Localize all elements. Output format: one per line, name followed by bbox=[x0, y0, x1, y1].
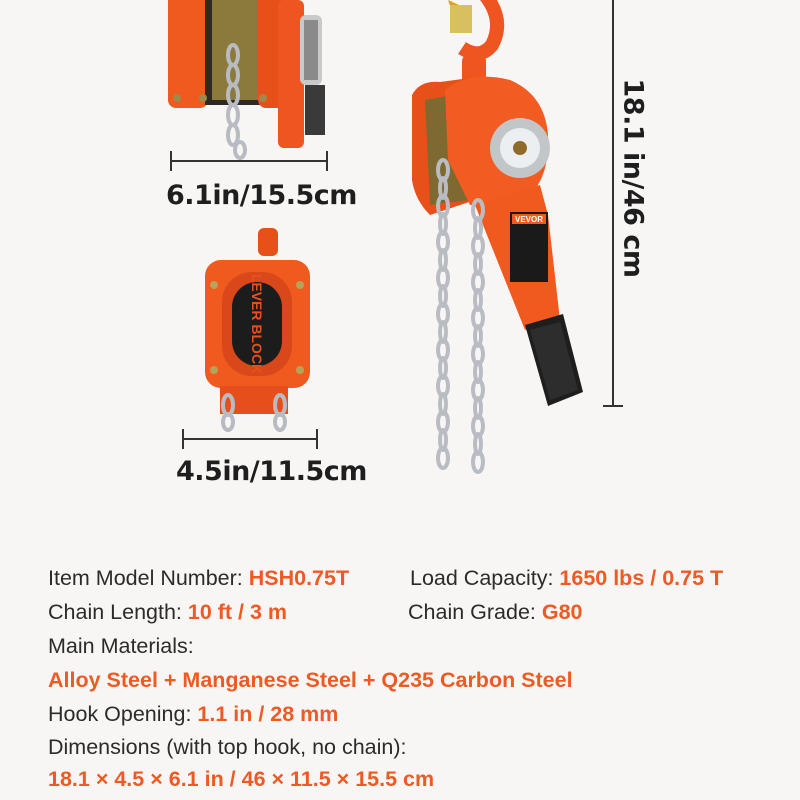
depth-dimension-tick-left bbox=[170, 151, 172, 171]
spec-chain-length-label: Chain Length: bbox=[48, 600, 188, 624]
lever-block-plate-label: LEVER BLOCK bbox=[249, 273, 265, 375]
spec-model-value: HSH0.75T bbox=[248, 566, 350, 590]
spec-hook-value: 1.1 in / 28 mm bbox=[197, 702, 339, 726]
brand-tag: VEVOR bbox=[514, 215, 544, 224]
width-dimension-tick-left bbox=[182, 429, 184, 449]
spec-dimensions-label: Dimensions (with top hook, no chain): bbox=[48, 735, 407, 759]
spec-model bbox=[48, 566, 349, 591]
spec-chain-grade bbox=[408, 600, 583, 625]
width-dimension-label: 4.5in/11.5cm bbox=[176, 456, 367, 487]
spec-capacity-value: 1650 lbs / 0.75 T bbox=[559, 566, 724, 590]
height-dimension-line bbox=[612, 0, 614, 406]
spec-dimensions-value: 18.1 × 4.5 × 6.1 in / 46 × 11.5 × 15.5 cm bbox=[48, 767, 435, 791]
spec-model-label: Item Model Number: bbox=[48, 566, 249, 590]
spec-capacity-label: Load Capacity: bbox=[410, 566, 560, 590]
height-dimension-tick-bottom bbox=[603, 405, 623, 407]
spec-chain-length bbox=[48, 600, 287, 625]
depth-dimension-label: 6.1in/15.5cm bbox=[166, 180, 357, 211]
spec-chain-grade-value: G80 bbox=[541, 600, 583, 624]
spec-capacity bbox=[410, 566, 723, 591]
spec-materials-value: Alloy Steel + Manganese Steel + Q235 Carbon Steel bbox=[48, 668, 573, 692]
spec-chain-grade-label: Chain Grade: bbox=[408, 600, 542, 624]
depth-dimension-tick-right bbox=[326, 151, 328, 171]
depth-dimension-line bbox=[170, 160, 328, 162]
height-dimension-label: 18.1 in/46 cm bbox=[617, 78, 649, 278]
spec-materials-label: Main Materials: bbox=[48, 634, 194, 658]
width-dimension-line bbox=[182, 438, 318, 440]
width-dimension-tick-right bbox=[316, 429, 318, 449]
spec-hook bbox=[48, 702, 338, 727]
spec-chain-length-value: 10 ft / 3 m bbox=[187, 600, 288, 624]
spec-hook-label: Hook Opening: bbox=[48, 702, 198, 726]
